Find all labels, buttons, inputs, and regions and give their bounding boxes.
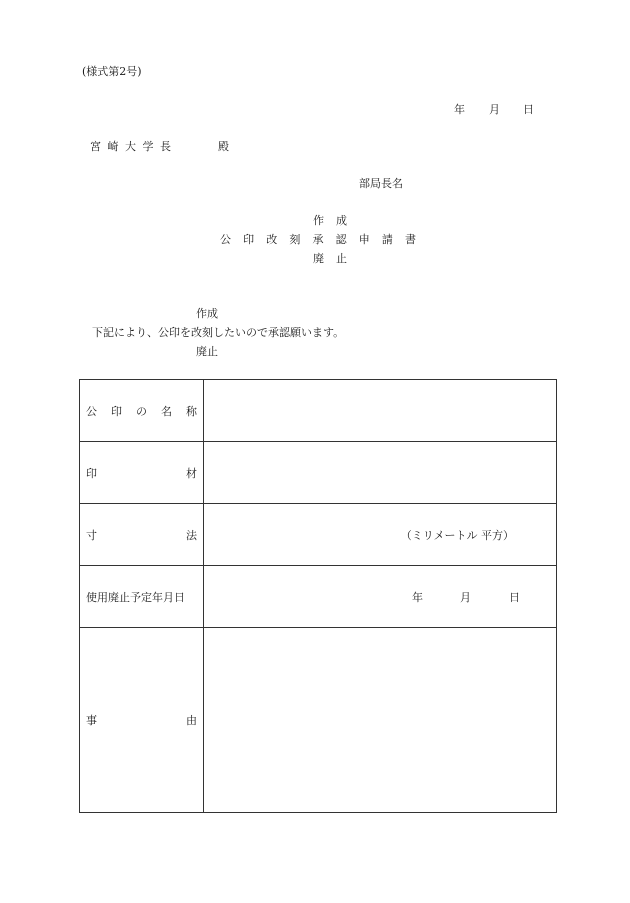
reason-label: 事 由: [80, 628, 204, 813]
table-row: [80, 380, 557, 442]
abolish-date-year: 年: [412, 590, 423, 604]
dimensions-field[interactable]: [204, 504, 557, 566]
seal-name-field[interactable]: [204, 380, 557, 442]
abolish-date-label: 使用廃止予定年月日: [80, 566, 204, 628]
seal-name-label: 公 印 の 名 称: [80, 380, 204, 442]
dimensions-label: 寸 法: [80, 504, 204, 566]
dimensions-unit: （ミリメートル 平方）: [400, 528, 514, 542]
body-option-abolish: 廃止: [196, 345, 218, 358]
date-day-label: 日: [523, 103, 534, 116]
form-number: (様式第2号): [82, 65, 142, 78]
table-row: [80, 504, 557, 566]
addressee-name: 宮 崎 大 学 長: [90, 140, 171, 153]
document-title: 公 印 改 刻 承 認 申 請 書: [220, 233, 416, 246]
body-sentence: 下記により、公印を改刻したいので承認願います。: [92, 326, 345, 339]
application-table: [79, 379, 557, 813]
addressee-honorific: 殿: [218, 140, 229, 153]
table-row: [80, 628, 557, 813]
table-row: [80, 566, 557, 628]
applicant-label: 部局長名: [359, 177, 403, 190]
date-month-label: 月: [489, 103, 500, 116]
abolish-date-field[interactable]: [204, 566, 557, 628]
body-option-create: 作成: [196, 307, 218, 320]
abolish-date-day: 日: [509, 590, 520, 604]
seal-material-field[interactable]: [204, 442, 557, 504]
seal-material-label: 印 材: [80, 442, 204, 504]
abolish-date-month: 月: [460, 590, 471, 604]
title-option-create: 作 成: [313, 214, 347, 227]
date-year-label: 年: [454, 103, 465, 116]
table-row: [80, 442, 557, 504]
title-option-abolish: 廃 止: [313, 252, 347, 265]
reason-field[interactable]: [204, 628, 557, 813]
